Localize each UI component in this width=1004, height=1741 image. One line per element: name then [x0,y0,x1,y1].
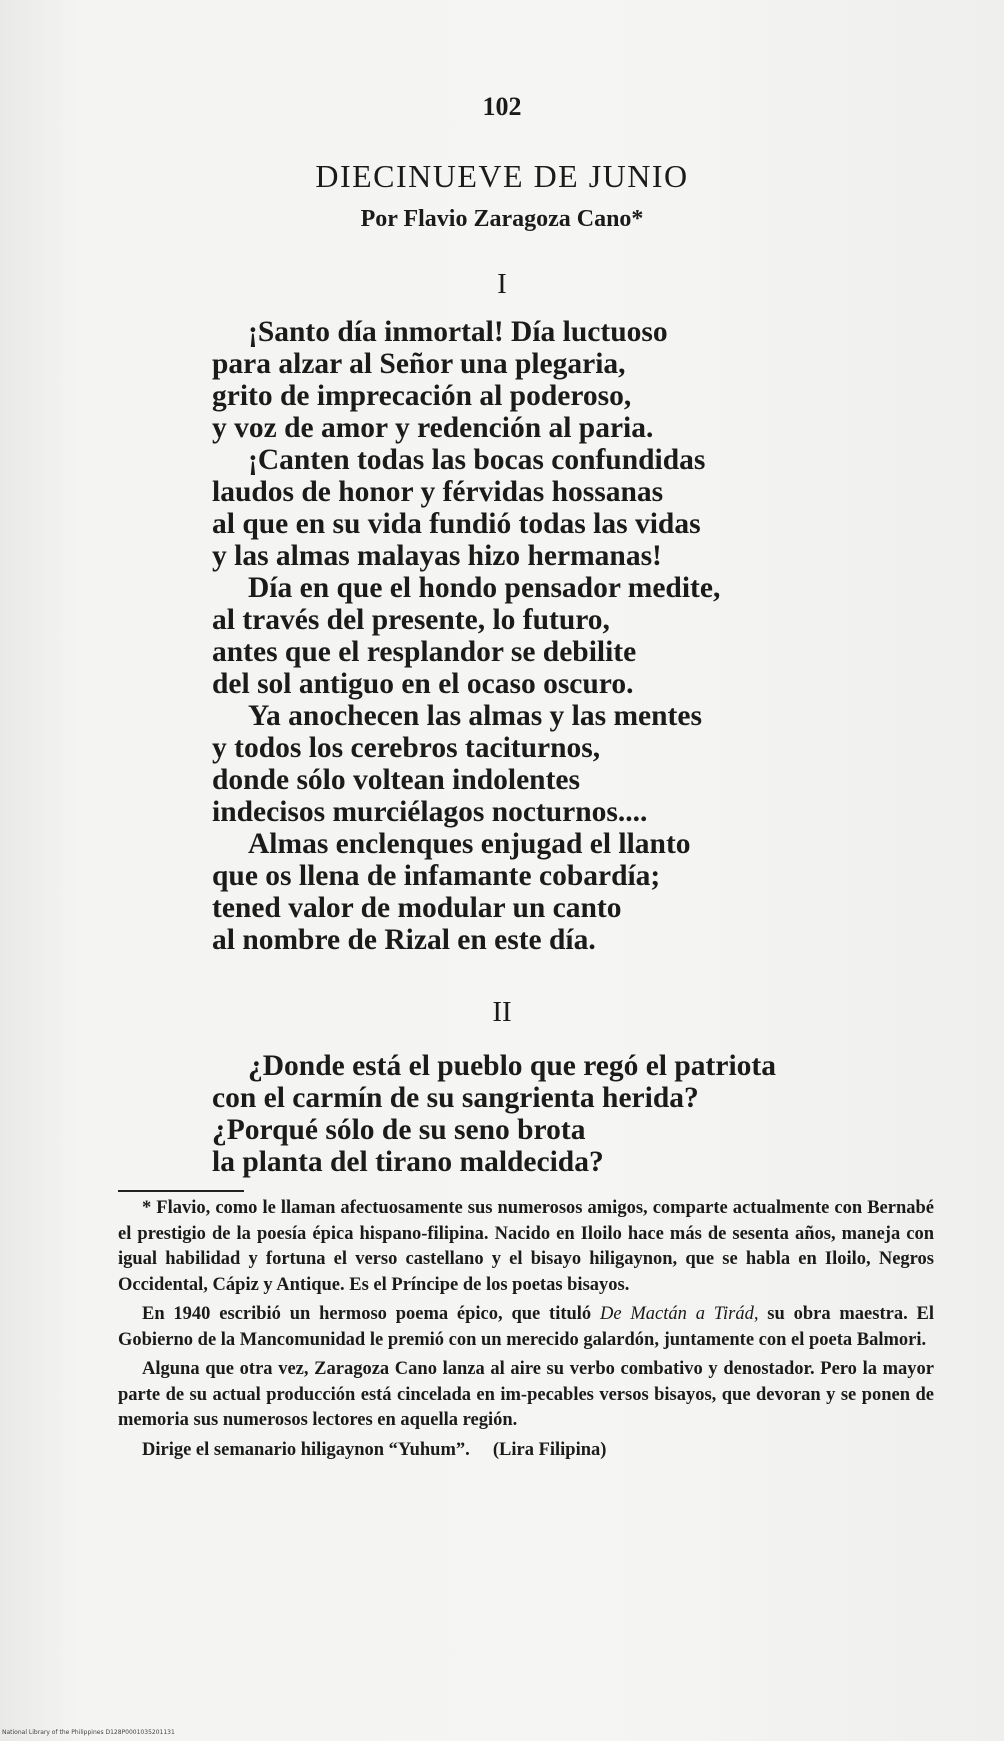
poem-title: DIECINUEVE DE JUNIO [315,158,689,194]
section-numeral-1: I [497,268,507,300]
verse-line: que os llena de infamante cobardía; [212,860,661,892]
verse-line: al través del presente, lo futuro, [212,604,610,636]
verse-line: ¿Donde está el pueblo que regó el patriota [248,1050,776,1082]
verse-line: del sol antiguo en el ocaso oscuro. [212,668,634,700]
footnote-divider [118,1190,244,1192]
verse-line: donde sólo voltean indolentes [212,764,580,796]
footnote-paragraph [118,1302,934,1353]
verse-line: con el carmín de su sangrienta herida? [212,1082,699,1114]
verse-line: para alzar al Señor una plegaria, [212,348,626,380]
verse-line: al nombre de Rizal en este día. [212,924,596,956]
verse-line: y voz de amor y redención al paria. [212,412,654,444]
poem-author: Por Flavio Zaragoza Cano* [360,206,644,232]
verse-line: la planta del tirano maldecida? [212,1146,604,1178]
verse-line: Almas enclenques enjugad el llanto [248,828,691,860]
verse-line: grito de imprecación al poderoso, [212,380,632,412]
footnote-text: Dirige el semanario hiligaynon “Yuhum”. [142,1439,470,1460]
verse-line: tened valor de modular un canto [212,892,622,924]
verse-line: laudos de honor y férvidas hossanas [212,476,664,508]
page-number: 102 [482,92,522,121]
footnote-paragraph: * Flavio, como le llaman afectuosamente sus numerosos amigos, comparte actualmente con Bernabé el prestigio de la poesía épica hispano-filipina. Nacido en Iloilo hace más de sesenta años, maneja con igual habilidad y fortuna el verso castellano y el bisayo hiligaynon, que se habla en Iloilo, Negros Occidental, Cápiz y Antique. Es el Príncipe de los poetas bisayos. [118,1198,934,1295]
footnote-paragraph: Alguna que otra vez, Zaragoza Cano lanza al aire su verbo combativo y denostador. Pero la mayor parte de su actual producción está cincelada en im-pecables versos bisayos, que devoran y se ponen de memoria sus numerosos lectores en aquella región. [118,1359,934,1430]
verse-line: Ya anochecen las almas y las mentes [248,700,702,732]
verse-line: y todos los cerebros taciturnos, [212,732,601,764]
verse-section-1 [212,316,832,956]
verse-section-2 [212,1050,832,1178]
verse-line: Día en que el hondo pensador medite, [248,572,721,604]
section-numeral-2: II [492,996,512,1028]
footnote-text: En 1940 escribió un hermoso poema épico, que tituló [142,1304,600,1324]
verse-line: indecisos murciélagos nocturnos.... [212,796,648,828]
footnote [118,1196,934,1463]
verse-line: y las almas malayas hizo hermanas! [212,540,662,572]
verse-line: antes que el resplandor se debilite [212,636,637,668]
footnote-text: su obra maestra. El Gobierno de la Mancomunidad le premió con un merecido galardón, juntamente con el poeta Balmori. [118,1304,934,1350]
verse-line: ¡Canten todas las bocas confundidas [248,444,706,476]
verse-line: al que en su vida fundió todas las vidas [212,508,701,540]
work-title: De Mactán a Tirád, [600,1304,759,1324]
library-mark: National Library of the Philippines D128P0001035201131 [2,1729,175,1736]
footnote-source: (Lira Filipina) [492,1439,607,1460]
verse-line: ¿Porqué sólo de su seno brota [212,1114,586,1146]
verse-line: ¡Santo día inmortal! Día luctuoso [248,316,668,348]
footnote-paragraph [118,1438,934,1464]
